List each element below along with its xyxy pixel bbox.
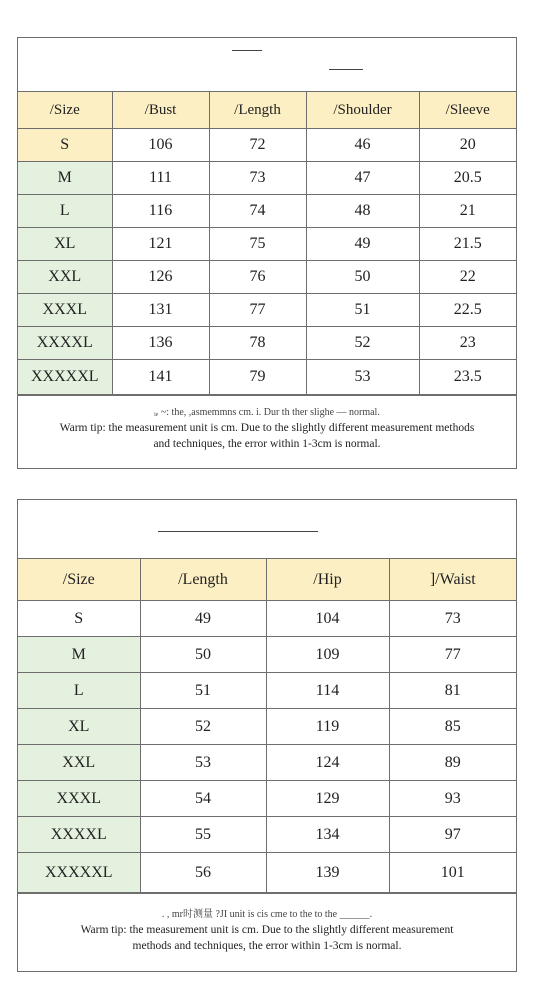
table-row (18, 327, 516, 360)
header-waist: ]/Waist (389, 559, 516, 601)
measurement-cell: 22 (419, 261, 516, 294)
measurement-cell: 97 (389, 817, 516, 853)
measurement-cell: 52 (140, 709, 266, 745)
size-cell: XXXXL (18, 817, 140, 853)
measurement-cell: 114 (266, 673, 389, 709)
bottom-size-chart (17, 499, 517, 972)
header-size: /Size (18, 92, 112, 129)
measurement-cell: 73 (209, 162, 306, 195)
measurement-cell: 48 (306, 195, 419, 228)
measurement-cell: 75 (209, 228, 306, 261)
size-cell: XL (18, 228, 112, 261)
header-size: /Size (18, 559, 140, 601)
warm-tip-line: Warm tip: the measurement unit is cm. Due to the slightly different measurement (80, 924, 454, 936)
table-header-row (18, 92, 516, 129)
measurement-cell: 55 (140, 817, 266, 853)
measurement-cell: 47 (306, 162, 419, 195)
measurement-cell: 49 (306, 228, 419, 261)
table-row (18, 129, 516, 162)
measurement-cell: 104 (266, 601, 389, 637)
measurement-cell: 116 (112, 195, 209, 228)
measurement-cell: 23.5 (419, 360, 516, 395)
measurement-cell: 51 (306, 294, 419, 327)
header-hip: /Hip (266, 559, 389, 601)
size-cell: XL (18, 709, 140, 745)
measurement-cell: 77 (209, 294, 306, 327)
measurement-cell: 53 (306, 360, 419, 395)
measurement-cell: 56 (140, 853, 266, 893)
size-cell: XXL (18, 745, 140, 781)
note-garbled-text: . , mr时测量 ?JI unit is cis cme to the to the ______. (161, 909, 373, 920)
measurement-cell: 126 (112, 261, 209, 294)
measurement-cell: 50 (140, 637, 266, 673)
size-cell: S (18, 129, 112, 162)
top-chart-note (18, 395, 516, 465)
size-cell: XXL (18, 261, 112, 294)
measurement-cell: 20.5 (419, 162, 516, 195)
header-bust: /Bust (112, 92, 209, 129)
header-sleeve: /Sleeve (419, 92, 516, 129)
measurement-cell: 119 (266, 709, 389, 745)
measurement-cell: 124 (266, 745, 389, 781)
size-cell: L (18, 673, 140, 709)
top-chart-title-area (18, 38, 516, 92)
table-row (18, 195, 516, 228)
table-row (18, 360, 516, 395)
table-row (18, 261, 516, 294)
measurement-cell: 129 (266, 781, 389, 817)
measurement-cell: 106 (112, 129, 209, 162)
measurement-cell: 79 (209, 360, 306, 395)
measurement-cell: 76 (209, 261, 306, 294)
table-row (18, 745, 516, 781)
size-cell: XXXXXL (18, 360, 112, 395)
bottom-chart-note (18, 893, 516, 954)
header-length: /Length (140, 559, 266, 601)
measurement-cell: 93 (389, 781, 516, 817)
table-row (18, 781, 516, 817)
header-shoulder: /Shoulder (306, 92, 419, 129)
measurement-cell: 72 (209, 129, 306, 162)
size-cell: S (18, 601, 140, 637)
measurement-cell: 89 (389, 745, 516, 781)
measurement-cell: 21 (419, 195, 516, 228)
measurement-cell: 46 (306, 129, 419, 162)
measurement-cell: 77 (389, 637, 516, 673)
top-size-table (18, 92, 516, 395)
table-row (18, 601, 516, 637)
bottom-size-table (18, 559, 516, 893)
warm-tip-line: Warm tip: the measurement unit is cm. Due to the slightly different measurement methods (59, 422, 475, 434)
warm-tip-line: methods and techniques, the error within 1-3cm is normal. (132, 940, 402, 952)
size-cell: M (18, 162, 112, 195)
measurement-cell: 21.5 (419, 228, 516, 261)
measurement-cell: 78 (209, 327, 306, 360)
table-row (18, 673, 516, 709)
measurement-cell: 52 (306, 327, 419, 360)
measurement-cell: 121 (112, 228, 209, 261)
table-row (18, 817, 516, 853)
size-cell: XXXL (18, 781, 140, 817)
top-size-chart (17, 37, 517, 469)
title-decoration-line (158, 531, 318, 532)
bottom-chart-title-area (18, 500, 516, 559)
measurement-cell: 50 (306, 261, 419, 294)
measurement-cell: 53 (140, 745, 266, 781)
table-row (18, 294, 516, 327)
title-decoration-line (232, 50, 262, 51)
warm-tip-line: and techniques, the error within 1-3cm is normal. (153, 438, 381, 450)
measurement-cell: 134 (266, 817, 389, 853)
measurement-cell: 23 (419, 327, 516, 360)
table-header-row (18, 559, 516, 601)
measurement-cell: 131 (112, 294, 209, 327)
size-cell: XXXL (18, 294, 112, 327)
measurement-cell: 54 (140, 781, 266, 817)
measurement-cell: 51 (140, 673, 266, 709)
title-decoration-line (329, 69, 363, 70)
note-garbled-text: ᵢₑ ~: the, ,asmemmns cm. i. Dur th ther slighe — normal. (154, 407, 380, 418)
measurement-cell: 141 (112, 360, 209, 395)
measurement-cell: 101 (389, 853, 516, 893)
measurement-cell: 81 (389, 673, 516, 709)
measurement-cell: 22.5 (419, 294, 516, 327)
table-row (18, 162, 516, 195)
table-row (18, 228, 516, 261)
size-cell: XXXXXL (18, 853, 140, 893)
measurement-cell: 74 (209, 195, 306, 228)
header-length: /Length (209, 92, 306, 129)
measurement-cell: 49 (140, 601, 266, 637)
measurement-cell: 20 (419, 129, 516, 162)
measurement-cell: 111 (112, 162, 209, 195)
size-cell: XXXXL (18, 327, 112, 360)
size-cell: L (18, 195, 112, 228)
measurement-cell: 85 (389, 709, 516, 745)
table-row (18, 709, 516, 745)
measurement-cell: 109 (266, 637, 389, 673)
measurement-cell: 73 (389, 601, 516, 637)
table-row (18, 853, 516, 893)
measurement-cell: 139 (266, 853, 389, 893)
measurement-cell: 136 (112, 327, 209, 360)
size-cell: M (18, 637, 140, 673)
table-row (18, 637, 516, 673)
